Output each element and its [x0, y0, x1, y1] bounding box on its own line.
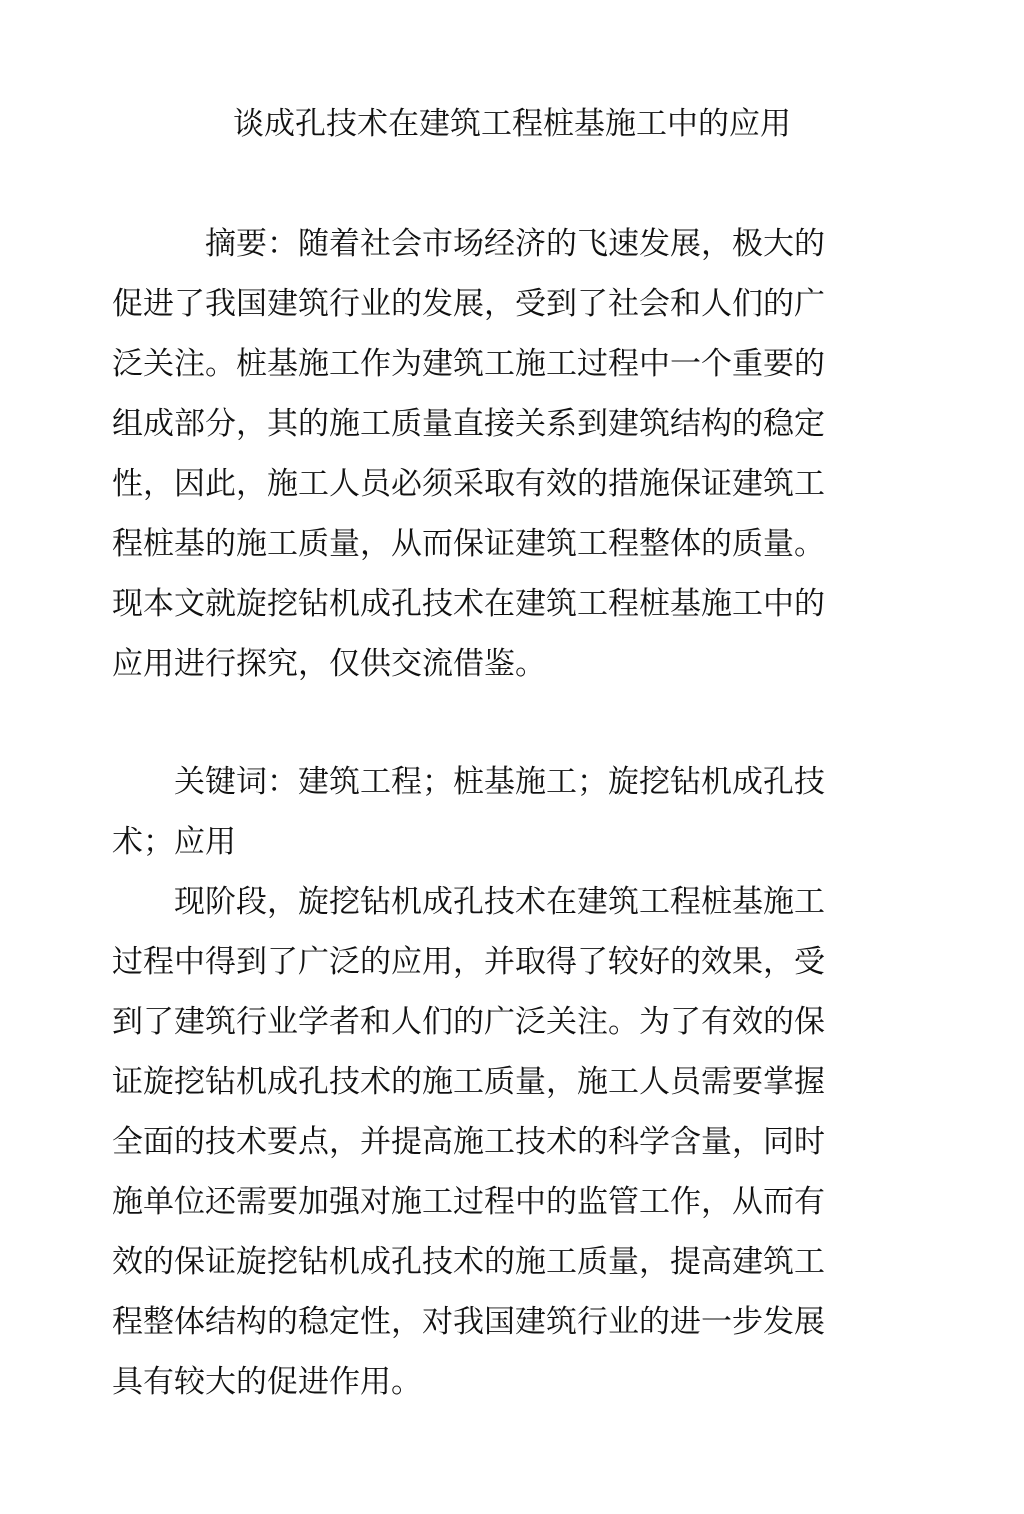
body-line: 证旋挖钻机成孔技术的施工质量，施工人员需要掌握 — [112, 1064, 825, 1100]
body-line: 程整体结构的稳定性，对我国建筑行业的进一步发展 — [112, 1304, 825, 1340]
body-line: 到了建筑行业学者和人们的广泛关注。为了有效的保 — [112, 1004, 825, 1040]
body-line: 具有较大的促进作用。 — [112, 1364, 422, 1400]
abstract-line: 泛关注。桩基施工作为建筑工施工过程中一个重要的 — [112, 346, 825, 382]
body-line: 过程中得到了广泛的应用，并取得了较好的效果，受 — [112, 944, 825, 980]
body-paragraph — [112, 872, 872, 1412]
keywords-line: 术；应用 — [112, 824, 236, 860]
abstract-line: 组成部分，其的施工质量直接关系到建筑结构的稳定 — [112, 406, 825, 442]
abstract-line: 现本文就旋挖钻机成孔技术在建筑工程桩基施工中的 — [112, 586, 825, 622]
keywords-paragraph — [112, 752, 872, 872]
body-line: 施单位还需要加强对施工过程中的监管工作，从而有 — [112, 1184, 825, 1220]
body-line: 全面的技术要点，并提高施工技术的科学含量，同时 — [112, 1124, 825, 1160]
abstract-line: 程桩基的施工质量，从而保证建筑工程整体的质量。 — [112, 526, 825, 562]
abstract-line: 性，因此，施工人员必须采取有效的措施保证建筑工 — [112, 466, 825, 502]
abstract-line: 摘要：随着社会市场经济的飞速发展，极大的 — [112, 226, 825, 262]
abstract-line: 应用进行探究，仅供交流借鉴。 — [112, 646, 546, 682]
abstract-line: 促进了我国建筑行业的发展，受到了社会和人们的广 — [112, 286, 825, 322]
body-line: 现阶段，旋挖钻机成孔技术在建筑工程桩基施工 — [112, 884, 825, 920]
document-title: 谈成孔技术在建筑工程桩基施工中的应用 — [233, 106, 791, 142]
body-line: 效的保证旋挖钻机成孔技术的施工质量，提高建筑工 — [112, 1244, 825, 1280]
keywords-line: 关键词：建筑工程；桩基施工；旋挖钻机成孔技 — [112, 764, 825, 800]
abstract-paragraph — [112, 214, 872, 694]
